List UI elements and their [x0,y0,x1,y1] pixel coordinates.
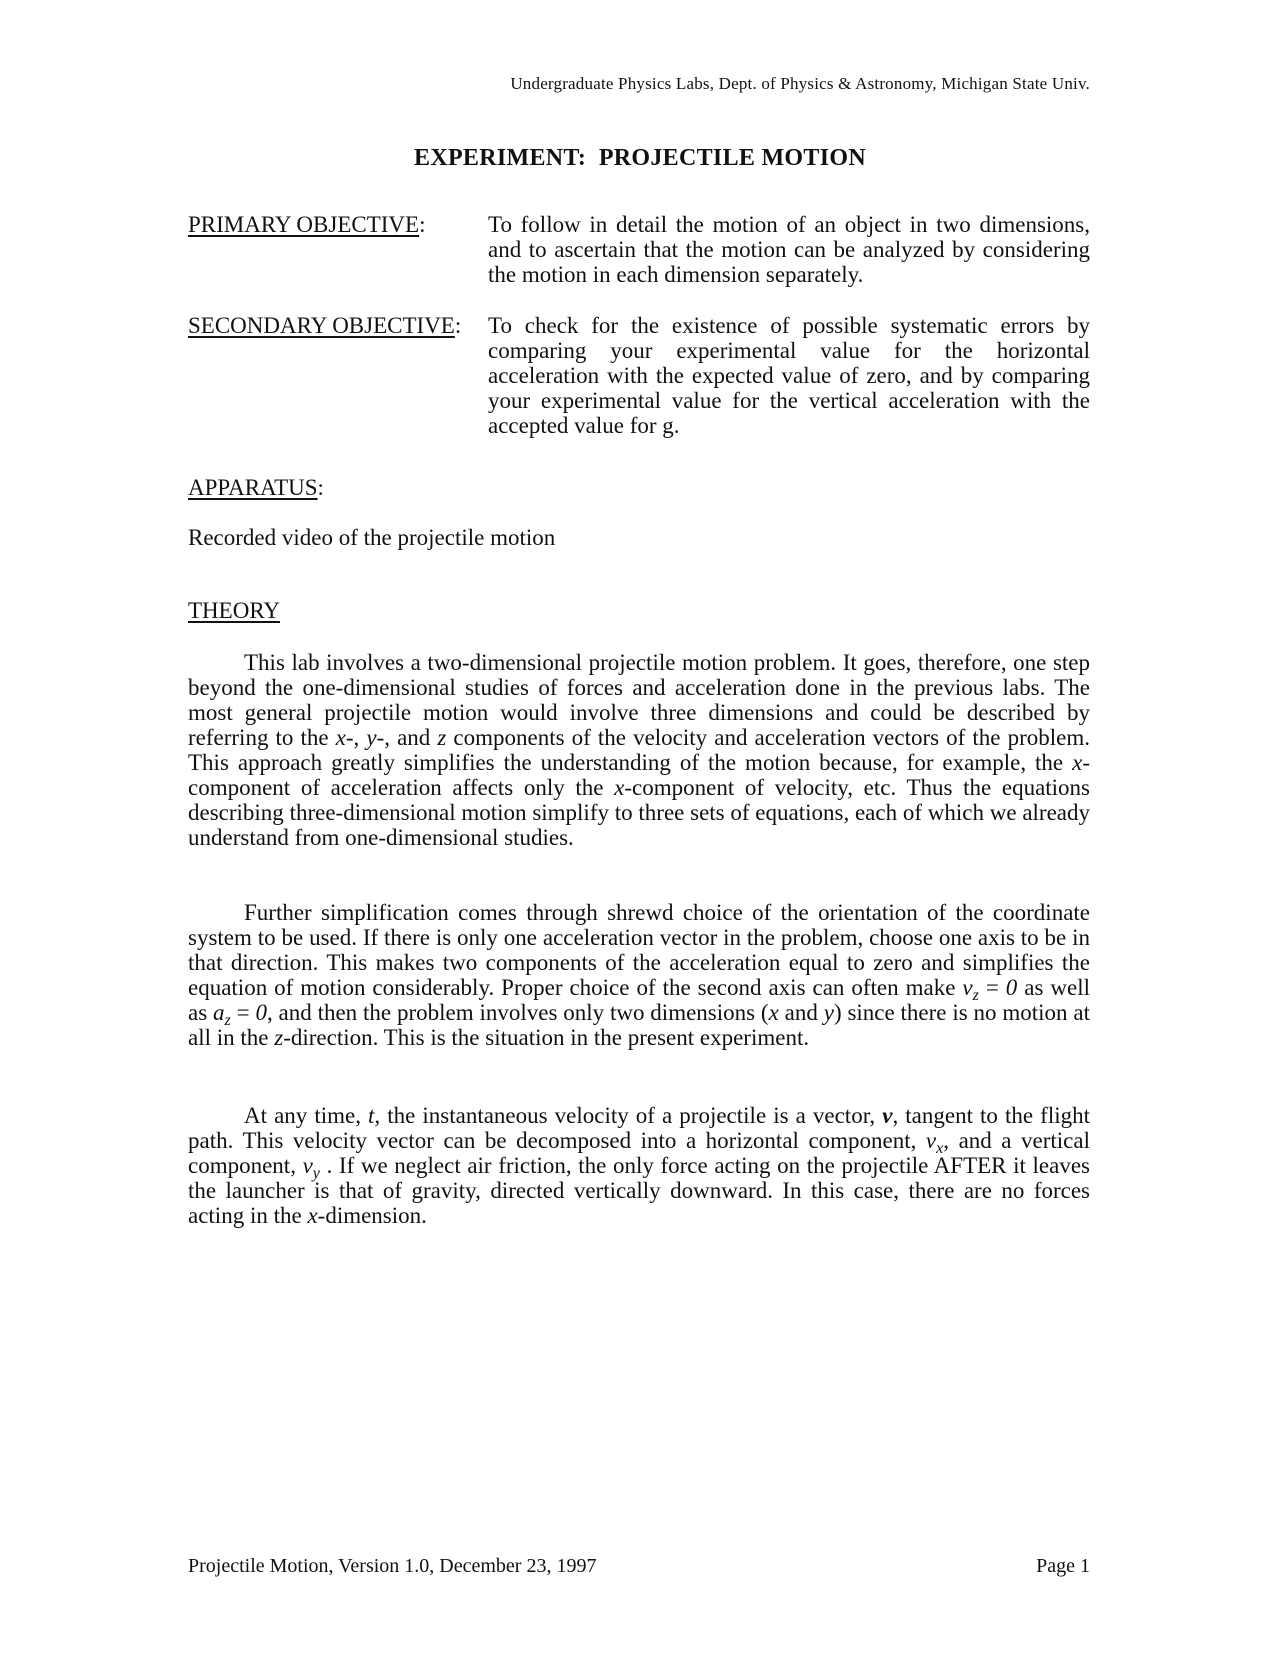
theory-paragraph-3: At any time, t, the instantaneous velocity of a projectile is a vector, v, tangent to the flight path. This velocity vector can be decomposed into a horizontal component, $v_x$, and a vertical component, $v_y$ . If we neglect air friction, the only force acting on the projectile AFTER it leaves the launcher is that of gravity, directed vertically downward. In this case, there are no forces acting in the x-dimension. [188,1103,1091,1228]
secondary-objective [188,313,1090,443]
page-title: EXPERIMENT: PROJECTILE MOTION [414,145,866,171]
secondary-objective-text: To check for the existence of possible systematic errors by comparing your experimental value for the horizontal acceleration with the expected value of zero, and by comparing your experimental value for the vertical acceleration with the accepted value for g. [488,313,1090,438]
page-header: Undergraduate Physics Labs, Dept. of Physics & Astronomy, Michigan State Univ. [510,74,1090,93]
footer-page-number: Page 1 [1036,1555,1090,1577]
theory-heading: THEORY [188,598,280,623]
theory-paragraph-2: Further simplification comes through shrewd choice of the orientation of the coordinate system to be used. If there is only one acceleration vector in the problem, choose one axis to be in that direction. This makes two components of the acceleration equal to zero and simplifies the equation of motion considerably. Proper choice of the second axis can often make $v_z = 0$ as well as $a_z = 0$, and then the problem involves only two dimensions (x and y) since there is no motion at all in the z-direction. This is the situation in the present experiment. [188,900,1090,1050]
primary-objective [188,212,1090,292]
primary-objective-text: To follow in detail the motion of an object in two dimensions, and to ascertain that the motion can be analyzed by considering the motion in each dimension separately. [488,212,1090,287]
apparatus-heading: APPARATUS: [188,475,324,500]
theory-paragraph-1: This lab involves a two-dimensional projectile motion problem. It goes, therefore, one step beyond the one-dimensional studies of forces and acceleration done in the previous labs. The most general projectile motion would involve three dimensions and could be described by referring to the x-, y-, and z components of the velocity and acceleration vectors of the problem. This approach greatly simplifies the understanding of the motion because, for example, the x-component of acceleration affects only the x-component of velocity, etc. Thus the equations describing three-dimensional motion simplify to three sets of equations, each of which we already understand from one-dimensional studies. [188,650,1091,850]
secondary-objective-label: SECONDARY OBJECTIVE: [188,313,462,338]
apparatus-item: Recorded video of the projectile motion [188,525,556,550]
primary-objective-label: PRIMARY OBJECTIVE: [188,212,426,237]
footer-version: Projectile Motion, Version 1.0, December 23, 1997 [188,1555,597,1577]
